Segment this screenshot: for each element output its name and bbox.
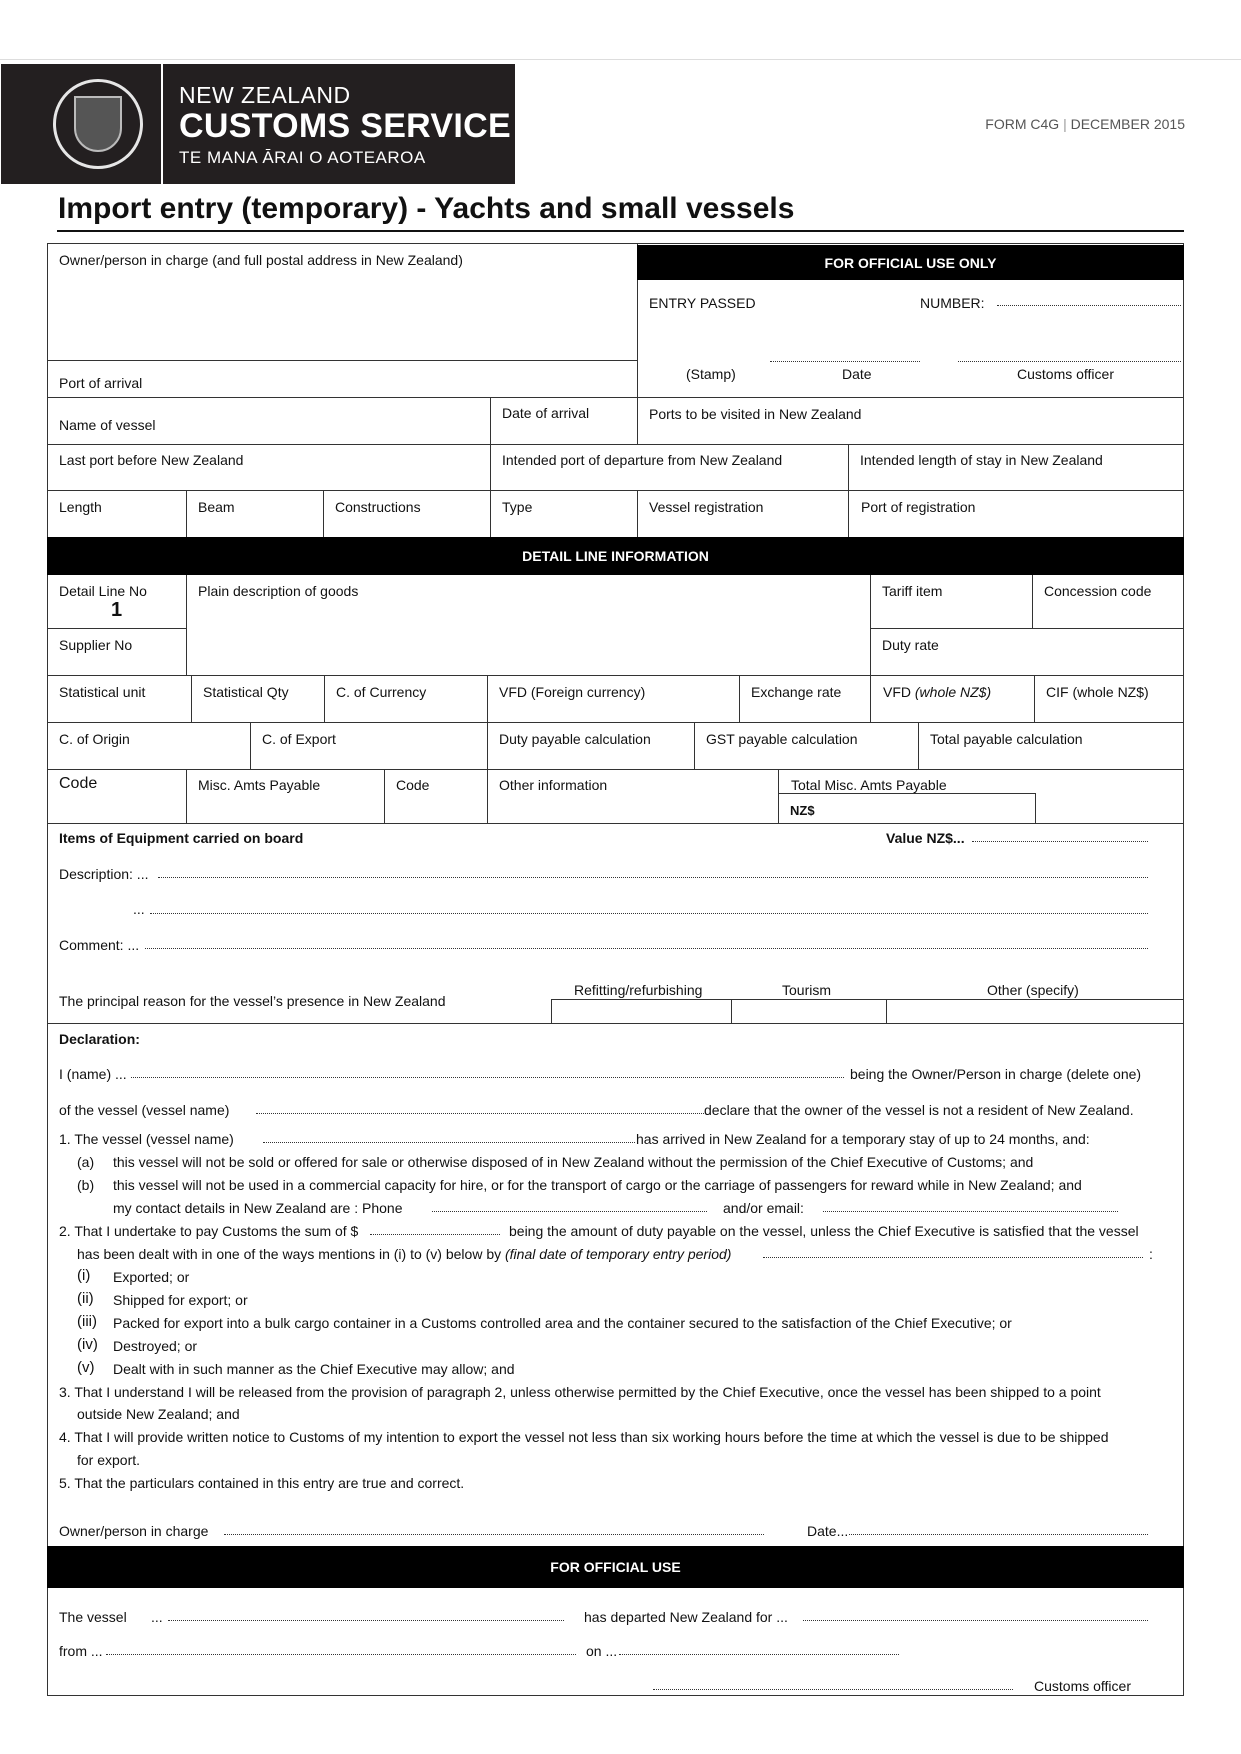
para1b-text: this vessel will not be used in a commercial capacity for hire, or for the transport of cargo or the carriage of passengers for reward while in New Zealand; and [113,1177,1082,1193]
constructions-label: Constructions [335,499,421,515]
top-rule [0,59,1241,60]
code2-label: Code [396,777,430,793]
from-field[interactable] [106,1654,576,1655]
para2-sum-field[interactable] [370,1234,500,1235]
item-v-text: Dealt with in such manner as the Chief Executive may allow; and [113,1361,515,1377]
para4-line1: 4. That I will provide written notice to Customs of my intention to export the vessel not less than six working hours before the time at which the vessel is due to be shipped [59,1429,1109,1445]
form-code: FORM C4G | DECEMBER 2015 [985,116,1185,132]
plain-description-label: Plain description of goods [198,583,359,599]
option-refitting-box[interactable] [552,1000,731,1023]
para3-line2: outside New Zealand; and [77,1406,240,1422]
description-label: Description: ... [59,866,149,882]
value-field[interactable] [972,841,1148,842]
last-port-label: Last port before New Zealand [59,452,244,468]
vfd-whole-label: VFD (whole NZ$) [883,684,992,700]
para1a-text: this vessel will not be sold or offered for sale or otherwise disposed of in New Zealand without the permission of the Chief Executive of Customs; and [113,1154,1034,1170]
type-label: Type [502,499,533,515]
equipment-heading: Items of Equipment carried on board [59,830,304,846]
para1-suffix: has arrived in New Zealand for a temporary stay of up to 24 months, and: [636,1131,1090,1147]
official-customs-officer-label: Customs officer [1034,1678,1131,1694]
total-calc-label: Total payable calculation [930,731,1083,747]
detail-line-no-label: Detail Line No [59,583,147,599]
from-label: from ... [59,1643,103,1659]
option-tourism-label: Tourism [782,982,832,998]
tariff-item-label: Tariff item [882,583,943,599]
date-of-arrival-label: Date of arrival [502,405,590,421]
para1b-label: (b) [77,1177,95,1193]
other-info-label: Other information [499,777,608,793]
para2-colon: : [1149,1246,1153,1262]
official-vessel-field[interactable] [168,1620,564,1621]
vessel-registration-label: Vessel registration [649,499,764,515]
declaration-heading: Declaration: [59,1031,140,1047]
on-field[interactable] [619,1654,899,1655]
coat-of-arms-icon [53,79,143,169]
item-i-label: (i) [77,1267,91,1284]
intended-departure-label: Intended port of departure from New Zealand [502,452,783,468]
stamp-label: (Stamp) [686,366,736,382]
contact-label: my contact details in New Zealand are : Phone [113,1200,403,1216]
description-continuation: ... [133,901,145,917]
duty-calc-label: Duty payable calculation [499,731,651,747]
departed-field[interactable] [803,1620,1148,1621]
code-label: Code [59,775,98,792]
gst-calc-label: GST payable calculation [706,731,858,747]
contact-email-field[interactable] [823,1211,1118,1212]
detail-line-header: DETAIL LINE INFORMATION [47,537,1184,575]
official-officer-field[interactable] [958,361,1181,362]
nz-dollar-label: NZ$ [790,803,815,818]
total-misc-label: Total Misc. Amts Payable [791,777,947,793]
owner-sign-label: Owner/person in charge [59,1523,209,1539]
number-label: NUMBER: [920,295,985,311]
intended-stay-label: Intended length of stay in New Zealand [860,452,1103,468]
para2-suffix: being the amount of duty payable on the vessel, unless the Chief Executive is satisfied that the vessel [509,1223,1139,1239]
official-vessel-prefix: ... [151,1609,163,1625]
option-refitting-label: Refitting/refurbishing [574,982,703,998]
number-field[interactable] [997,305,1181,306]
option-tourism-box[interactable] [732,1000,886,1023]
customs-officer-label: Customs officer [1017,366,1114,382]
item-iii-label: (iii) [77,1313,97,1330]
item-i-text: Exported; or [113,1269,190,1285]
para1a-label: (a) [77,1154,95,1170]
officer-sign-field[interactable] [653,1689,1013,1690]
date-label: Date [842,366,872,382]
description-field[interactable] [158,877,1148,878]
vfd-foreign-label: VFD (Foreign currency) [499,684,646,700]
para2-line2: has been dealt with in one of the ways mentions in (i) to (v) below by (final date of temporary entry period) [77,1246,732,1262]
c-of-export-label: C. of Export [262,731,336,747]
owner-input[interactable] [60,270,630,358]
ports-to-visit-label: Ports to be visited in New Zealand [649,406,862,422]
statistical-unit-label: Statistical unit [59,684,146,700]
declaration-name-field[interactable] [131,1077,844,1078]
item-iii-text: Packed for export into a bulk cargo container in a Customs controlled area and the container secured to the satisfaction of the Chief Executive; or [113,1315,1012,1331]
owner-label: Owner/person in charge (and full postal address in New Zealand) [59,252,463,268]
supplier-no-label: Supplier No [59,637,133,653]
para4-line2: for export. [77,1452,141,1468]
c-of-origin-label: C. of Origin [59,731,130,747]
declaration-vessel-field[interactable] [256,1113,704,1114]
page-title: Import entry (temporary) - Yachts and small vessels [58,192,795,225]
item-iv-text: Destroyed; or [113,1338,198,1354]
option-other-box[interactable] [887,1000,1184,1023]
statistical-qty-label: Statistical Qty [203,684,289,700]
value-nz-label: Value NZ$... [886,830,965,846]
comment-label: Comment: ... [59,937,140,953]
comment-field[interactable] [145,948,1148,949]
item-iv-label: (iv) [77,1336,98,1353]
item-ii-text: Shipped for export; or [113,1292,248,1308]
customs-logo [1,64,515,184]
contact-email-label: and/or email: [723,1200,804,1216]
length-label: Length [59,499,102,515]
para3-line1: 3. That I understand I will be released from the provision of paragraph 2, unless otherwise permitted by the Chief Executive, once the vessel has been shipped to a point [59,1384,1101,1400]
sign-date-field[interactable] [849,1534,1148,1535]
beam-label: Beam [198,499,235,515]
official-date-field[interactable] [770,361,920,362]
para2-date-field[interactable] [763,1257,1143,1258]
item-ii-label: (ii) [77,1290,94,1307]
option-other-label: Other (specify) [987,982,1079,998]
logo-line3: TE MANA ĀRAI O AOTEAROA [179,148,426,167]
para1-vessel-field[interactable] [263,1142,635,1143]
entry-passed-label: ENTRY PASSED [649,295,756,311]
description-field-2[interactable] [150,913,1148,914]
para5: 5. That the particulars contained in this entry are true and correct. [59,1475,465,1491]
declaration-name-suffix: being the Owner/Person in charge (delete one) [850,1066,1142,1082]
port-of-registration-label: Port of registration [861,499,976,515]
port-of-arrival-label: Port of arrival [59,375,143,391]
declaration-name-label: I (name) ... [59,1066,127,1082]
para2-label: 2. That I undertake to pay Customs the sum of $ [59,1223,359,1239]
sign-date-label: Date... [807,1523,849,1539]
logo-line1: NEW ZEALAND [179,82,351,108]
on-label: on ... [586,1643,618,1659]
duty-rate-label: Duty rate [882,637,939,653]
exchange-rate-label: Exchange rate [751,684,842,700]
name-of-vessel-label: Name of vessel [59,417,156,433]
declaration-vessel-label: of the vessel (vessel name) [59,1102,230,1118]
title-rule [57,230,1184,232]
official-use-only-header: FOR OFFICIAL USE ONLY [637,245,1184,280]
owner-sign-field[interactable] [224,1534,764,1535]
cif-label: CIF (whole NZ$) [1046,684,1149,700]
logo-line2: CUSTOMS SERVICE [179,107,511,145]
contact-phone-field[interactable] [432,1211,707,1212]
departed-label: has departed New Zealand for ... [584,1609,788,1625]
official-vessel-label: The vessel [59,1609,127,1625]
c-of-currency-label: C. of Currency [336,684,427,700]
principal-reason-label: The principal reason for the vessel’s presence in New Zealand [59,993,446,1009]
concession-code-label: Concession code [1044,583,1152,599]
misc-amts-label: Misc. Amts Payable [198,777,321,793]
declaration-vessel-suffix: declare that the owner of the vessel is not a resident of New Zealand. [704,1102,1134,1118]
detail-line-no-value: 1 [111,599,123,621]
official-use-header: FOR OFFICIAL USE [47,1546,1184,1588]
item-v-label: (v) [77,1359,95,1376]
para1-label: 1. The vessel (vessel name) [59,1131,234,1147]
